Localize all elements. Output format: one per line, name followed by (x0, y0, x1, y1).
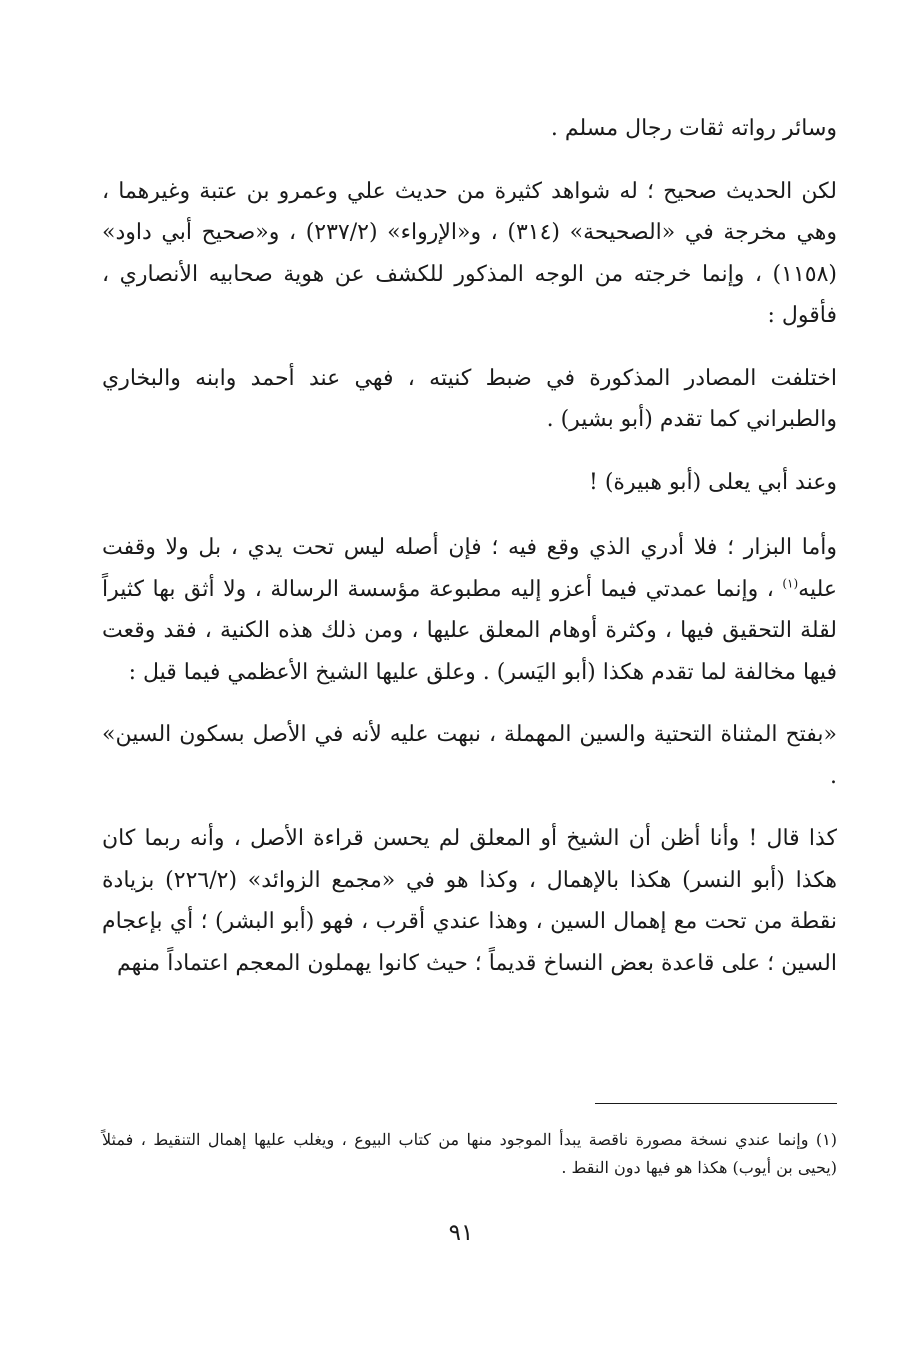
paragraph-quote: «بفتح المثناة التحتية والسين المهملة ، نبهت عليه لأنه في الأصل بسكون السين» . (102, 722, 837, 789)
paragraph-bazzar (102, 527, 837, 693)
footnote-separator (595, 1103, 837, 1104)
page-number: ٩١ (448, 1220, 474, 1246)
bazzar-text-end: ، وإنما عمدتي فيما أعزو إليه مطبوعة مؤسسة الرسالة ، ولا أثق بها كثيراً لقلة التحقيق فيها ، وكثرة أوهام المعلق عليها ، ومن ذلك هذه الكنية ، فقد وقعت فيها مخالفة لما تقدم هكذا (أبو اليَسر) . وعلق عليها الشيخ الأعظمي فيما قيل : (102, 576, 837, 685)
bazzar-text-start: وأما البزار ؛ فلا أدري الذي وقع فيه ؛ فإن أصله ليس تحت يدي ، بل ولا وقفت عليه (102, 535, 837, 602)
paragraph-hadith-authentic: لكن الحديث صحيح ؛ له شواهد كثيرة من حديث علي وعمرو بن عتبة وغيرهما ، وهي مخرجة في «الصحيحة» (٣١٤) ، و«الإرواء» (٢٣٧/٢) ، و«صحيح أبي داود» (١١٥٨) ، وإنما خرجته من الوجه المذكور للكشف عن هوية صحابيه الأنصاري ، فأقول : (102, 178, 838, 328)
footnote-reference[interactable]: (١) (782, 576, 799, 591)
footnote-text: (١) وإنما عندي نسخة مصورة ناقصة يبدأ الموجود منها من كتاب البيوع ، ويغلب عليها إهمال التنقيط ، فمثلاً (يحيى بن أيوب) هكذا هو فيها دون النقط . (102, 1130, 837, 1177)
paragraph-sources-differ: اختلفت المصادر المذكورة في ضبط كنيته ، فهي عند أحمد وابنه والبخاري والطبراني كما تقدم (أبو بشير) . (102, 365, 837, 432)
paragraph-narrators: وسائر رواته ثقات رجال مسلم . (550, 116, 837, 141)
paragraph-so-he-said: كذا قال ! وأنا أظن أن الشيخ أو المعلق لم يحسن قراءة الأصل ، وأنه ربما كان هكذا (أبو النسر) هكذا بالإهمال ، وكذا هو في «مجمع الزوائد» (٢٢٦/٢) بزيادة نقطة من تحت مع إهمال السين ، وهذا عندي أقرب ، فهو (أبو البشر) ؛ أي بإعجام السين ؛ على قاعدة بعض النساخ قديماً ؛ حيث كانوا يهملون المعجم اعتماداً منهم (102, 826, 837, 976)
main-text (102, 108, 837, 1005)
paragraph-abu-yala: وعند أبي يعلى (أبو هبيرة) ! (589, 469, 837, 495)
